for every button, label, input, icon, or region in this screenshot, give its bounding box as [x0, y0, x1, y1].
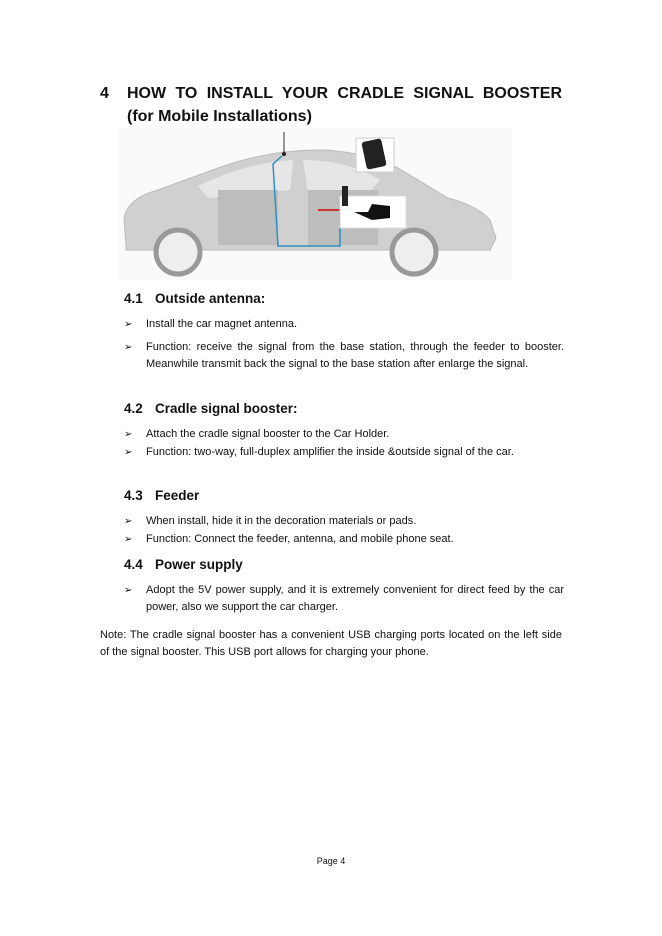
list-item [124, 582, 564, 616]
bullet-text: When install, hide it in the decoration materials or pads. [146, 515, 417, 527]
arrow-bullet-icon: ➢ [124, 319, 133, 330]
section-4-2 [124, 400, 564, 462]
list-item [124, 531, 564, 548]
section-heading [124, 487, 564, 505]
bullet-text: Adopt the 5V power supply, and it is extremely convenient for direct feed by the car power, also we support the car charger. [146, 584, 564, 613]
heading-number: 4 [100, 85, 109, 102]
arrow-bullet-icon: ➢ [124, 516, 133, 527]
bullet-text: Function: receive the signal from the base station, through the feeder to booster. Meanwhile transmit back the signal to the base station after enlarge the signal. [146, 341, 564, 370]
section-number: 4.2 [124, 401, 143, 416]
section-4-4 [124, 556, 564, 622]
heading-title: HOW TO INSTALL YOUR CRADLE SIGNAL BOOSTER (for Mobile Installations) [127, 85, 562, 125]
arrow-bullet-icon: ➢ [124, 429, 133, 440]
list-item [124, 316, 564, 333]
section-4-1 [124, 290, 564, 374]
arrow-bullet-icon: ➢ [124, 585, 133, 596]
section-number: 4.3 [124, 488, 143, 503]
bullet-text: Install the car magnet antenna. [146, 318, 298, 330]
car-installation-illustration [118, 128, 512, 280]
bullet-text: Attach the cradle signal booster to the Car Holder. [146, 428, 390, 440]
section-4-3 [124, 487, 564, 549]
note-paragraph: Note: The cradle signal booster has a convenient USB charging ports located on the left side of the signal booster. This USB port allows for charging your phone. [100, 629, 562, 658]
arrow-bullet-icon: ➢ [124, 447, 133, 458]
list-item [124, 513, 564, 530]
bullet-text: Function: two-way, full-duplex amplifier the inside &outside signal of the car. [146, 446, 514, 458]
section-title: Power supply [155, 557, 243, 572]
bullet-text: Function: Connect the feeder, antenna, and mobile phone seat. [146, 533, 454, 545]
section-heading [124, 400, 564, 418]
section-title: Feeder [155, 488, 200, 503]
section-title: Outside antenna: [155, 291, 266, 306]
page-number: Page 4 [316, 856, 346, 866]
list-item [124, 444, 564, 461]
section-title: Cradle signal booster: [155, 401, 298, 416]
section-heading [124, 290, 564, 308]
section-heading [100, 82, 562, 128]
arrow-bullet-icon: ➢ [124, 534, 133, 545]
section-number: 4.4 [124, 557, 143, 572]
section-number: 4.1 [124, 291, 143, 306]
list-item [124, 339, 564, 373]
list-item [124, 426, 564, 443]
arrow-bullet-icon: ➢ [124, 342, 133, 353]
section-heading [124, 556, 564, 574]
